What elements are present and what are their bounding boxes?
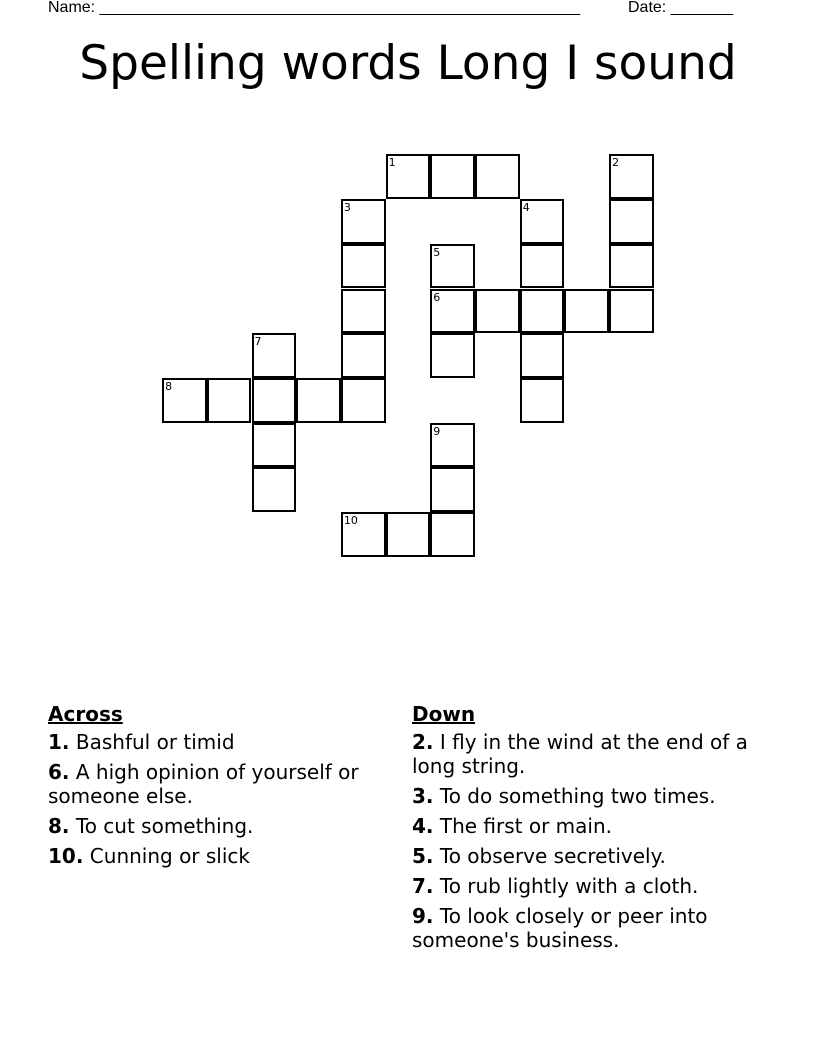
clue-item [412,844,752,868]
clue-text: To look closely or peer into someone's business. [412,904,708,952]
grid-cell[interactable] [520,199,565,244]
grid-cell[interactable] [252,467,297,512]
grid-cell[interactable] [609,289,654,334]
grid-cell[interactable] [430,467,475,512]
grid-cell[interactable] [609,154,654,199]
clue-number-7: 7 [254,335,262,349]
grid-cell[interactable] [564,289,609,334]
clue-number: 7. [412,874,434,898]
grid-cell[interactable] [341,378,386,423]
clue-text: A high opinion of yourself or someone else. [48,760,359,808]
page-title: Spelling words Long I sound [79,36,737,91]
grid-cell[interactable] [475,289,520,334]
grid-cell[interactable] [386,512,431,557]
clue-text: Bashful or timid [75,730,235,754]
grid-cell[interactable] [520,289,565,334]
clue-number: 6. [48,760,70,784]
clue-number-4: 4 [522,201,530,215]
clue-text: The first or main. [439,814,613,838]
across-heading: Across [48,702,123,726]
clue-text: To rub lightly with a cloth. [439,874,699,898]
clue-number-6: 6 [433,290,441,304]
grid-cell[interactable] [430,289,475,334]
grid-cell[interactable] [520,244,565,289]
clue-number: 4. [412,814,434,838]
clue-text: I fly in the wind at the end of a long string. [412,730,748,778]
grid-cell[interactable] [341,244,386,289]
clue-item [412,730,752,778]
grid-cell[interactable] [609,199,654,244]
grid-cell[interactable] [430,512,475,557]
clue-number-10: 10 [343,514,358,527]
clue-number: 10. [48,844,84,868]
grid-cell[interactable] [252,378,297,423]
grid-cell[interactable] [341,512,386,557]
grid-cell[interactable] [609,244,654,289]
clue-number-5: 5 [433,245,441,259]
grid-cell[interactable] [520,333,565,378]
clue-number: 5. [412,844,434,868]
clue-text: Cunning or slick [89,844,251,868]
clue-number-1: 1 [388,156,396,170]
clue-item [412,874,752,898]
down-clues [412,702,752,958]
grid-cell[interactable] [430,154,475,199]
grid-cell[interactable] [341,333,386,378]
clue-item [48,760,368,808]
clue-number: 1. [48,730,70,754]
grid-cell[interactable] [430,333,475,378]
clue-number-3: 3 [343,201,351,215]
down-heading: Down [412,702,476,726]
grid-cell[interactable] [386,154,431,199]
grid-cell[interactable] [162,378,207,423]
date-field-label: Date: _______ [628,0,733,16]
grid-cell[interactable] [520,378,565,423]
across-clues [48,702,368,874]
clue-text: To observe secretively. [439,844,666,868]
clue-number-2: 2 [612,156,620,170]
clue-number-9: 9 [433,424,441,438]
grid-cell[interactable] [475,154,520,199]
name-field-label: Name: ______________________________________________________ [48,0,581,16]
clue-number: 2. [412,730,434,754]
grid-cell[interactable] [341,289,386,334]
clue-item [412,784,752,808]
clue-text: To do something two times. [439,784,716,808]
grid-cell[interactable] [296,378,341,423]
grid-cell[interactable] [430,423,475,468]
clue-item [48,844,368,868]
clue-number-8: 8 [165,379,173,393]
grid-cell[interactable] [252,423,297,468]
clue-number: 9. [412,904,434,928]
clue-item [48,730,368,754]
grid-cell[interactable] [341,199,386,244]
grid-cell[interactable] [252,333,297,378]
clue-number: 3. [412,784,434,808]
clue-item [412,814,752,838]
grid-cell[interactable] [430,244,475,289]
clue-item [48,814,368,838]
clue-number: 8. [48,814,70,838]
grid-cell[interactable] [207,378,252,423]
clue-text: To cut something. [75,814,254,838]
clue-item [412,904,752,952]
